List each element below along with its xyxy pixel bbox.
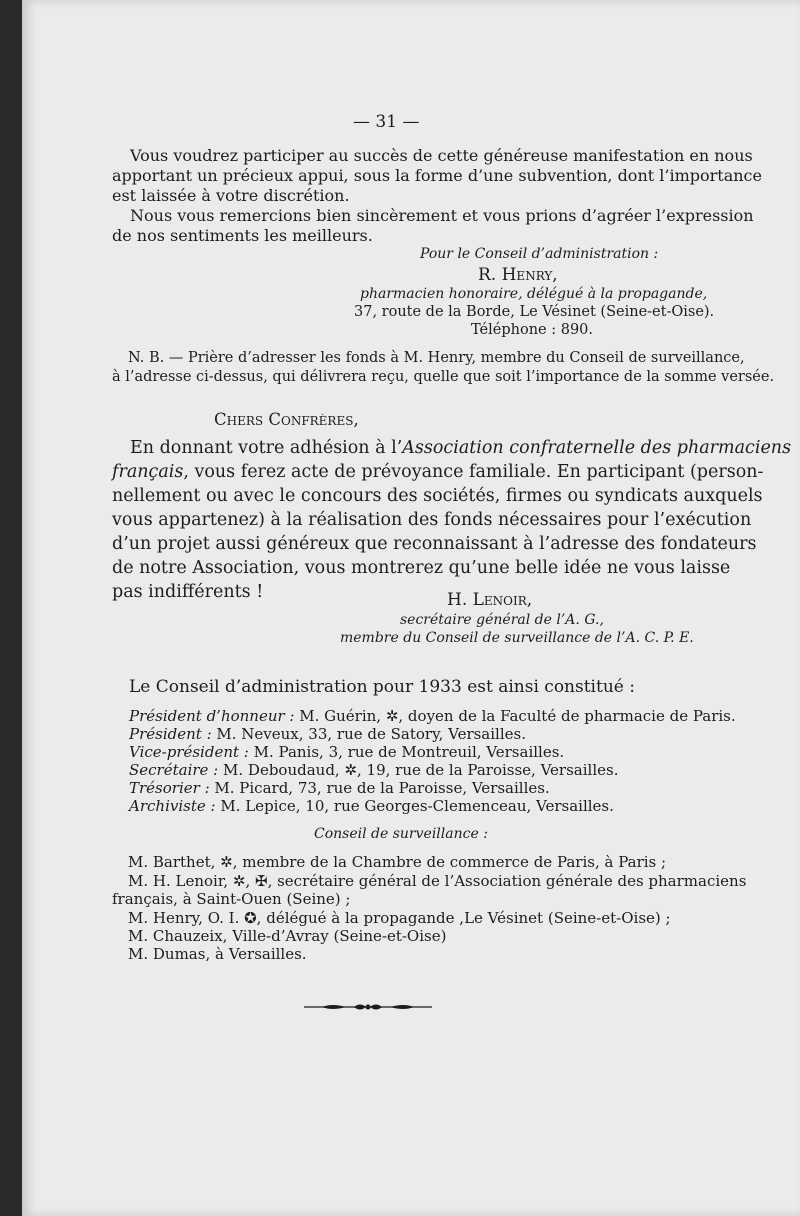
association-name-cont: français (112, 462, 184, 482)
council-member (129, 706, 736, 726)
council-detail: M. Deboudaud, ✲, 19, rue de la Paroisse, Versailles. (218, 761, 619, 779)
appeal-line (130, 436, 791, 460)
signature2-role: membre du Conseil de surveillance de l’A. C. P. E. (340, 630, 694, 646)
letter-line: est laissée à votre discrétion. (112, 186, 350, 205)
letter-line: Nous vous remercions bien sincèrement et vous prions d’agréer l’expression (130, 206, 754, 225)
surveillance-heading: Conseil de surveillance : (314, 826, 488, 842)
nb-line: à l’adresse ci-dessus, qui délivrera reçu, quelle que soit l’importance de la somme versée. (112, 369, 775, 385)
appeal-line-text: En donnant votre adhésion à l’ (130, 438, 403, 458)
council-detail: M. Picard, 73, rue de la Paroisse, Versailles. (209, 779, 550, 797)
council-member (129, 742, 564, 762)
appeal-line: vous appartenez) à la réalisation des fonds nécessaires pour l’exécution (112, 510, 752, 530)
council-heading: Le Conseil d’administration pour 1933 est ainsi constitué : (129, 677, 635, 697)
surveillance-line: M. H. Lenoir, ✲, ✠, secrétaire général de l’Association générale des pharmaciens (128, 872, 747, 890)
surveillance-line: M. Henry, O. I. ✪, délégué à la propagande ,Le Vésinet (Seine-et-Oise) ; (128, 909, 671, 927)
signature-name: R. Henry, (478, 265, 558, 285)
letter-line: de nos sentiments les meilleurs. (112, 226, 373, 245)
document-page (22, 0, 800, 1216)
appeal-line: de notre Association, vous montrerez qu’une belle idée ne vous laisse (112, 558, 731, 578)
signature-phone: Téléphone : 890. (471, 322, 594, 338)
council-title: Vice-président : (129, 743, 249, 761)
appeal-line (112, 460, 763, 484)
letter-line: apportant un précieux appui, sous la forme d’une subvention, dont l’importance (112, 166, 762, 185)
appeal-line: d’un projet aussi généreux que reconnaissant à l’adresse des fondateurs (112, 534, 757, 554)
council-title: Président : (129, 725, 212, 743)
association-name: Association confraternelle des pharmaciens (402, 438, 792, 458)
surveillance-line: M. Dumas, à Versailles. (128, 945, 307, 963)
letter-line: Vous voudrez participer au succès de cette généreuse manifestation en nous (130, 146, 753, 165)
council-member (129, 760, 618, 780)
surveillance-line: M. Chauzeix, Ville-d’Avray (Seine-et-Oise) (128, 927, 447, 945)
signature-address: 37, route de la Borde, Le Vésinet (Seine-et-Oise). (354, 304, 715, 320)
council-title: Archiviste : (129, 797, 216, 815)
appeal-line-text: , vous ferez acte de prévoyance familiale. En participant (person- (183, 462, 764, 482)
council-detail: M. Neveux, 33, rue de Satory, Versailles. (211, 725, 526, 743)
surveillance-line: français, à Saint-Ouen (Seine) ; (112, 890, 351, 908)
surveillance-line: M. Barthet, ✲, membre de la Chambre de commerce de Paris, à Paris ; (128, 853, 667, 871)
nb-line: N. B. — Prière d’adresser les fonds à M. Henry, membre du Conseil de surveillance, (128, 350, 745, 366)
salutation: Chers Confrères, (214, 410, 359, 429)
council-detail: M. Guérin, ✲, doyen de la Faculté de pharmacie de Paris. (294, 707, 736, 725)
council-title: Président d’honneur : (129, 707, 295, 725)
signature-role: pharmacien honoraire, délégué à la propagande, (360, 286, 708, 302)
council-member (129, 724, 526, 744)
signature2-name: H. Lenoir, (447, 590, 533, 610)
signature2-role: secrétaire général de l’A. G., (400, 612, 604, 628)
council-detail: M. Panis, 3, rue de Montreuil, Versailles. (248, 743, 565, 761)
council-member (129, 778, 550, 798)
ornament-divider-icon (302, 1000, 434, 1014)
council-title: Trésorier : (129, 779, 210, 797)
page-number: — 31 — (353, 112, 420, 132)
council-title: Secrétaire : (129, 761, 219, 779)
appeal-line: nellement ou avec le concours des sociétés, firmes ou syndicats auxquels (112, 486, 763, 506)
signature-for-line: Pour le Conseil d’administration : (420, 246, 659, 262)
appeal-line: pas indifférents ! (112, 582, 264, 602)
council-member (129, 796, 614, 816)
council-detail: M. Lepice, 10, rue Georges-Clemenceau, Versailles. (215, 797, 614, 815)
